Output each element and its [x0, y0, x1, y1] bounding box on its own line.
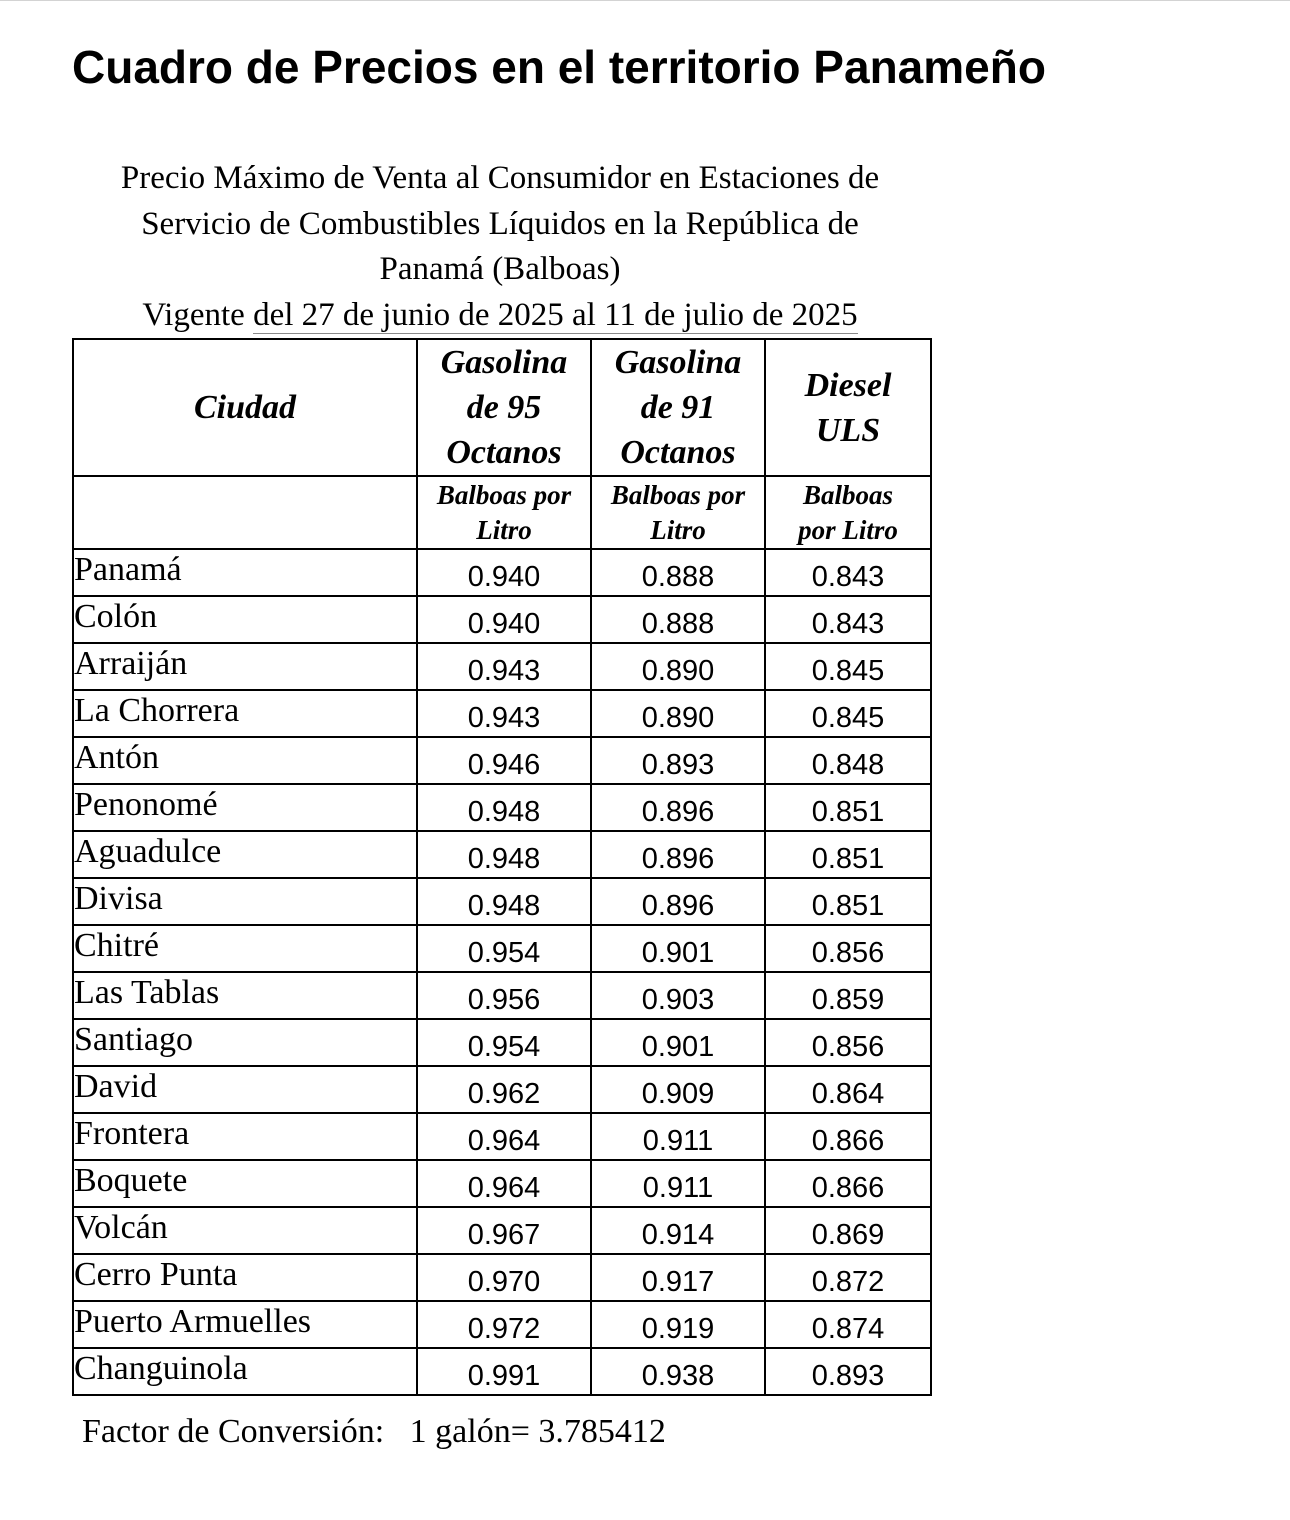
price-gasoline-95: 0.962: [417, 1066, 591, 1113]
price-gasoline-91: 0.901: [591, 1019, 765, 1066]
price-gasoline-95: 0.956: [417, 972, 591, 1019]
validity-prefix: Vigente: [142, 296, 254, 333]
city-name: Volcán: [73, 1207, 417, 1254]
price-gasoline-91: 0.911: [591, 1160, 765, 1207]
price-diesel: 0.851: [765, 784, 931, 831]
table-row: [73, 784, 931, 831]
price-gasoline-91: 0.888: [591, 549, 765, 596]
price-gasoline-95: 0.940: [417, 549, 591, 596]
table-row: [73, 1254, 931, 1301]
city-name: Changuinola: [73, 1348, 417, 1395]
city-name: Aguadulce: [73, 831, 417, 878]
unit-gasoline-95: Balboas por Litro: [417, 476, 591, 549]
price-gasoline-95: 0.948: [417, 831, 591, 878]
city-name: Las Tablas: [73, 972, 417, 1019]
caption-line-2: Servicio de Combustibles Líquidos en la República de: [141, 205, 859, 242]
city-name: Santiago: [73, 1019, 417, 1066]
price-gasoline-91: 0.896: [591, 784, 765, 831]
price-gasoline-91: 0.893: [591, 737, 765, 784]
table-row: [73, 1160, 931, 1207]
fuel-price-table: [72, 338, 932, 1396]
table-row: [73, 549, 931, 596]
header-gasoline-91: Gasolina de 91 Octanos: [591, 339, 765, 476]
price-diesel: 0.845: [765, 643, 931, 690]
price-diesel: 0.866: [765, 1113, 931, 1160]
table-row: [73, 643, 931, 690]
price-diesel: 0.856: [765, 1019, 931, 1066]
city-name: Antón: [73, 737, 417, 784]
price-diesel: 0.851: [765, 878, 931, 925]
price-gasoline-95: 0.967: [417, 1207, 591, 1254]
price-gasoline-95: 0.964: [417, 1160, 591, 1207]
conversion-factor-note: [82, 1410, 666, 1454]
price-gasoline-95: 0.991: [417, 1348, 591, 1395]
city-name: Penonomé: [73, 784, 417, 831]
unit-gasoline-91: Balboas por Litro: [591, 476, 765, 549]
price-gasoline-95: 0.948: [417, 878, 591, 925]
price-diesel: 0.845: [765, 690, 931, 737]
price-diesel: 0.856: [765, 925, 931, 972]
top-divider: [0, 0, 1290, 1]
table-row: [73, 596, 931, 643]
price-gasoline-91: 0.911: [591, 1113, 765, 1160]
price-diesel: 0.869: [765, 1207, 931, 1254]
table-row: [73, 737, 931, 784]
price-diesel: 0.872: [765, 1254, 931, 1301]
price-gasoline-91: 0.896: [591, 878, 765, 925]
price-gasoline-91: 0.896: [591, 831, 765, 878]
price-gasoline-95: 0.954: [417, 1019, 591, 1066]
price-gasoline-95: 0.948: [417, 784, 591, 831]
city-name: Chitré: [73, 925, 417, 972]
price-gasoline-95: 0.943: [417, 643, 591, 690]
price-gasoline-91: 0.938: [591, 1348, 765, 1395]
page-title: Cuadro de Precios en el territorio Panameño: [72, 41, 1046, 93]
conversion-factor-label: Factor de Conversión:: [82, 1413, 385, 1450]
city-name: Arraiján: [73, 643, 417, 690]
city-name: Divisa: [73, 878, 417, 925]
price-gasoline-91: 0.919: [591, 1301, 765, 1348]
unit-city-empty: [73, 476, 417, 549]
price-diesel: 0.864: [765, 1066, 931, 1113]
table-row: [73, 690, 931, 737]
price-gasoline-91: 0.909: [591, 1066, 765, 1113]
table-row: [73, 1019, 931, 1066]
table-row: [73, 972, 931, 1019]
table-row: [73, 1301, 931, 1348]
price-gasoline-95: 0.940: [417, 596, 591, 643]
city-name: Colón: [73, 596, 417, 643]
unit-row: [73, 476, 931, 549]
table-row: [73, 925, 931, 972]
price-gasoline-91: 0.890: [591, 690, 765, 737]
validity-line: [72, 293, 928, 339]
price-diesel: 0.893: [765, 1348, 931, 1395]
header-diesel: Diesel ULS: [765, 339, 931, 476]
price-gasoline-91: 0.917: [591, 1254, 765, 1301]
price-gasoline-95: 0.970: [417, 1254, 591, 1301]
table-row: [73, 831, 931, 878]
conversion-factor-value: 1 galón= 3.785412: [409, 1413, 666, 1450]
city-name: La Chorrera: [73, 690, 417, 737]
price-diesel: 0.851: [765, 831, 931, 878]
price-gasoline-91: 0.901: [591, 925, 765, 972]
unit-diesel: Balboas por Litro: [765, 476, 931, 549]
table-row: [73, 1207, 931, 1254]
city-name: Cerro Punta: [73, 1254, 417, 1301]
city-name: Frontera: [73, 1113, 417, 1160]
price-gasoline-91: 0.888: [591, 596, 765, 643]
price-diesel: 0.843: [765, 596, 931, 643]
header-row: [73, 339, 931, 476]
price-gasoline-91: 0.903: [591, 972, 765, 1019]
price-diesel: 0.866: [765, 1160, 931, 1207]
caption-line-3: Panamá (Balboas): [379, 251, 621, 287]
price-diesel: 0.859: [765, 972, 931, 1019]
table-row: [73, 1113, 931, 1160]
city-name: Boquete: [73, 1160, 417, 1207]
price-gasoline-95: 0.954: [417, 925, 591, 972]
header-city: Ciudad: [73, 339, 417, 476]
price-gasoline-95: 0.972: [417, 1301, 591, 1348]
validity-dates: del 27 de junio de 2025 al 11 de julio de 2025: [253, 296, 858, 333]
table-row: [73, 1066, 931, 1113]
city-name: Puerto Armuelles: [73, 1301, 417, 1348]
table-row: [73, 878, 931, 925]
city-name: Panamá: [73, 549, 417, 596]
price-gasoline-95: 0.943: [417, 690, 591, 737]
price-diesel: 0.843: [765, 549, 931, 596]
table-row: [73, 1348, 931, 1395]
price-gasoline-95: 0.964: [417, 1113, 591, 1160]
caption-line-1: Precio Máximo de Venta al Consumidor en Estaciones de: [120, 160, 880, 196]
price-gasoline-91: 0.914: [591, 1207, 765, 1254]
price-diesel: 0.874: [765, 1301, 931, 1348]
price-gasoline-91: 0.890: [591, 643, 765, 690]
city-name: David: [73, 1066, 417, 1113]
price-diesel: 0.848: [765, 737, 931, 784]
header-gasoline-95: Gasolina de 95 Octanos: [417, 339, 591, 476]
table-caption: [72, 156, 928, 338]
price-gasoline-95: 0.946: [417, 737, 591, 784]
